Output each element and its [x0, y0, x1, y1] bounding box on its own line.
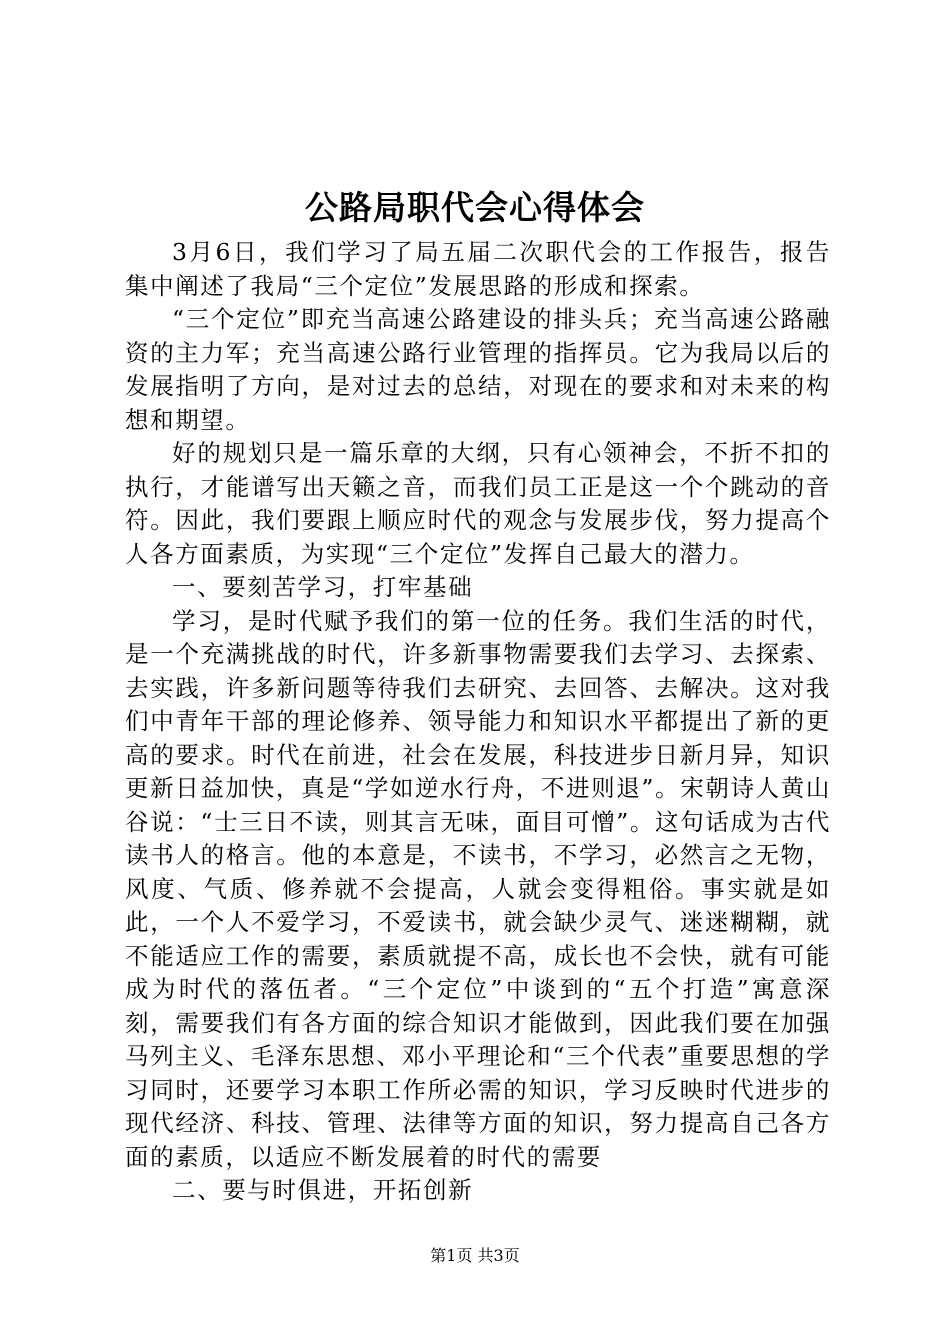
paragraph-three-positions: “三个定位”即充当高速公路建设的排头兵；充当高速公路融资的主力军；充当高速公路行业管理的指挥员。它为我局以后的发展指明了方向，是对过去的总结，对现在的要求和对未来的构想和期望。 [125, 305, 831, 434]
paragraph-intro: 3月6日，我们学习了局五届二次职代会的工作报告，报告集中阐述了我局“三个定位”发展思路的形成和探索。 [125, 238, 831, 300]
document-title: 公路局职代会心得体会 [305, 188, 645, 227]
paragraph-planning: 好的规划只是一篇乐章的大纲，只有心领神会，不折不扣的执行，才能谱写出天籁之音，而我们员工正是这一个个跳动的音符。因此，我们要跟上顺应时代的观念与发展步伐，努力提高个人各方面素质，为实现“三个定位”发挥自己最大的潜力。 [125, 439, 831, 568]
document-body [125, 236, 831, 1208]
section-heading-1: 一、要刻苦学习，打牢基础 [172, 573, 474, 601]
page-number: 第1页 共3页 [430, 1246, 520, 1265]
paragraph-study: 学习，是时代赋予我们的第一位的任务。我们生活的时代，是一个充满挑战的时代，许多新事物需要我们去学习、去探索、去实践，许多新问题等待我们去研究、去回答、去解决。这对我们中青年干部的理论修养、领导能力和知识水平都提出了新的更高的要求。时代在前进，社会在发展，科技进步日新月异，知识更新日益加快，真是“学如逆水行舟，不进则退”。宋朝诗人黄山谷说：“士三日不读，则其言无味，面目可憎”。这句话成为古代读书人的格言。他的本意是，不读书，不学习，必然言之无物，风度、气质、修养就不会提高，人就会变得粗俗。事实就是如此，一个人不爱学习，不爱读书，就会缺少灵气、迷迷糊糊，就不能适应工作的需要，素质就提不高，成长也不会快，就有可能成为时代的落伍者。“三个定位”中谈到的“五个打造”寓意深刻，需要我们有各方面的综合知识才能做到，因此我们要在加强马列主义、毛泽东思想、邓小平理论和“三个代表”重要思想的学习同时，还要学习本职工作所必需的知识，学习反映时代进步的现代经济、科技、管理、法律等方面的知识，努力提高自己各方面的素质，以适应不断发展着的时代的需要 [125, 606, 831, 1171]
section-heading-2: 二、要与时俱进，开拓创新 [172, 1176, 474, 1204]
